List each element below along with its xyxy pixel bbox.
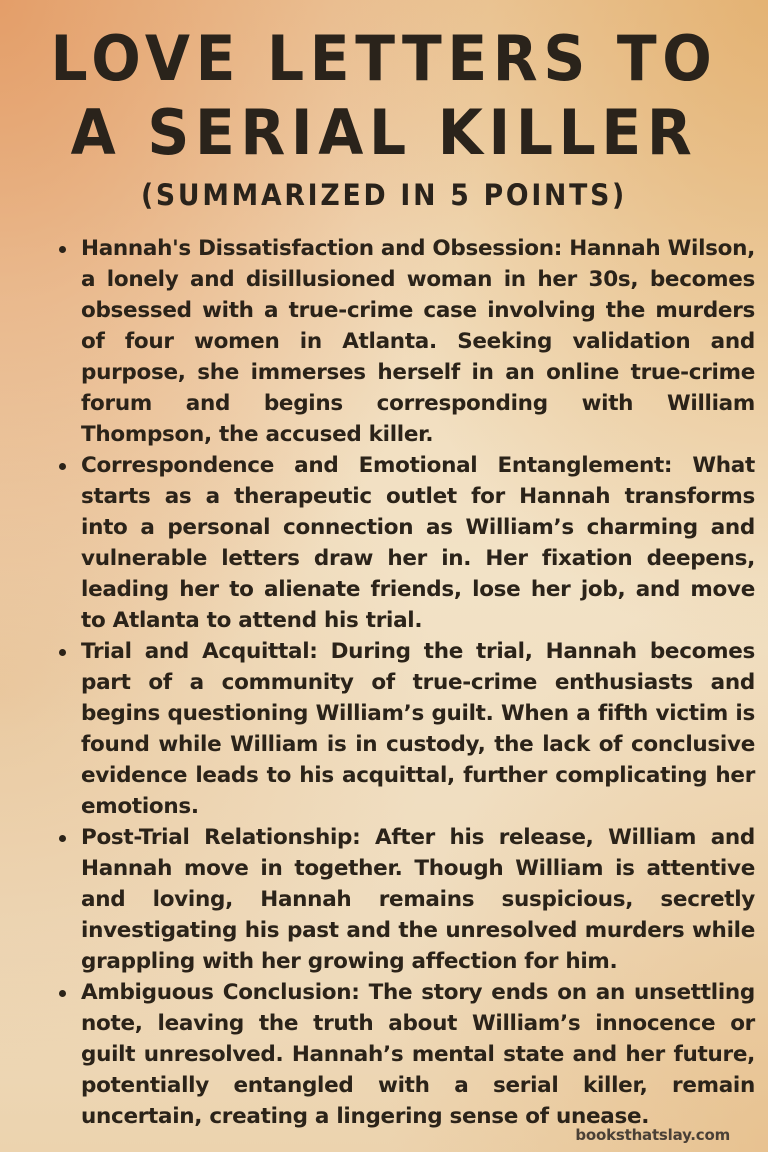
- summary-point-text: Hannah's Dissatisfaction and Obsession: Hannah Wilson, a lonely and disillusioned woman in her 30s, becomes obsessed with a true-crime case involving the murders of four women in Atlanta. Seeking validation and purpose, she immerses herself in an online true-crime forum and begins corresponding with William Thompson, the accused killer.: [81, 236, 755, 447]
- summary-point-text: Ambiguous Conclusion: The story ends on an unsettling note, leaving the truth about William’s innocence or guilt unresolved. Hannah’s mental state and her future, potentially entangled with a serial killer, remain uncertain, creating a lingering sense of unease.: [81, 980, 755, 1129]
- site-credit: booksthatslay.com: [575, 1126, 730, 1144]
- summary-point-text: Correspondence and Emotional Entanglement: What starts as a therapeutic outlet for Hannah transforms into a personal connection as William’s charming and vulnerable letters draw her in. Her fixation deepens, leading her to alienate friends, lose her job, and move to Atlanta to attend his trial.: [81, 453, 755, 633]
- page-subtitle: (SUMMARIZED IN 5 POINTS): [140, 178, 628, 212]
- summary-point-text: Trial and Acquittal: During the trial, Hannah becomes part of a community of true-crime enthusiasts and begins questioning William’s guilt. When a fifth victim is found while William is in custody, the lack of conclusive evidence leads to his acquittal, further complicating her emotions.: [81, 639, 755, 819]
- title-line-1: LOVE LETTERS TO: [50, 22, 718, 95]
- bullet-icon: [59, 649, 66, 656]
- bullet-icon: [59, 463, 66, 470]
- summary-point-5: [81, 977, 755, 1132]
- summary-point-2: [81, 450, 755, 636]
- summary-point-1: [81, 233, 755, 450]
- summary-point-3: [81, 636, 755, 822]
- title-line-2: A SERIAL KILLER: [70, 96, 698, 169]
- summary-point-text: Post-Trial Relationship: After his release, William and Hannah move in together. Though William is attentive and loving, Hannah remains suspicious, secretly investigating his past and the unresolved murders while grappling with her growing affection for him.: [81, 825, 755, 974]
- bullet-icon: [59, 990, 66, 997]
- summary-points-list: [56, 233, 755, 1132]
- summary-point-4: [81, 822, 755, 977]
- bullet-icon: [59, 246, 66, 253]
- bullet-icon: [59, 835, 66, 842]
- page-title: [23, 22, 745, 170]
